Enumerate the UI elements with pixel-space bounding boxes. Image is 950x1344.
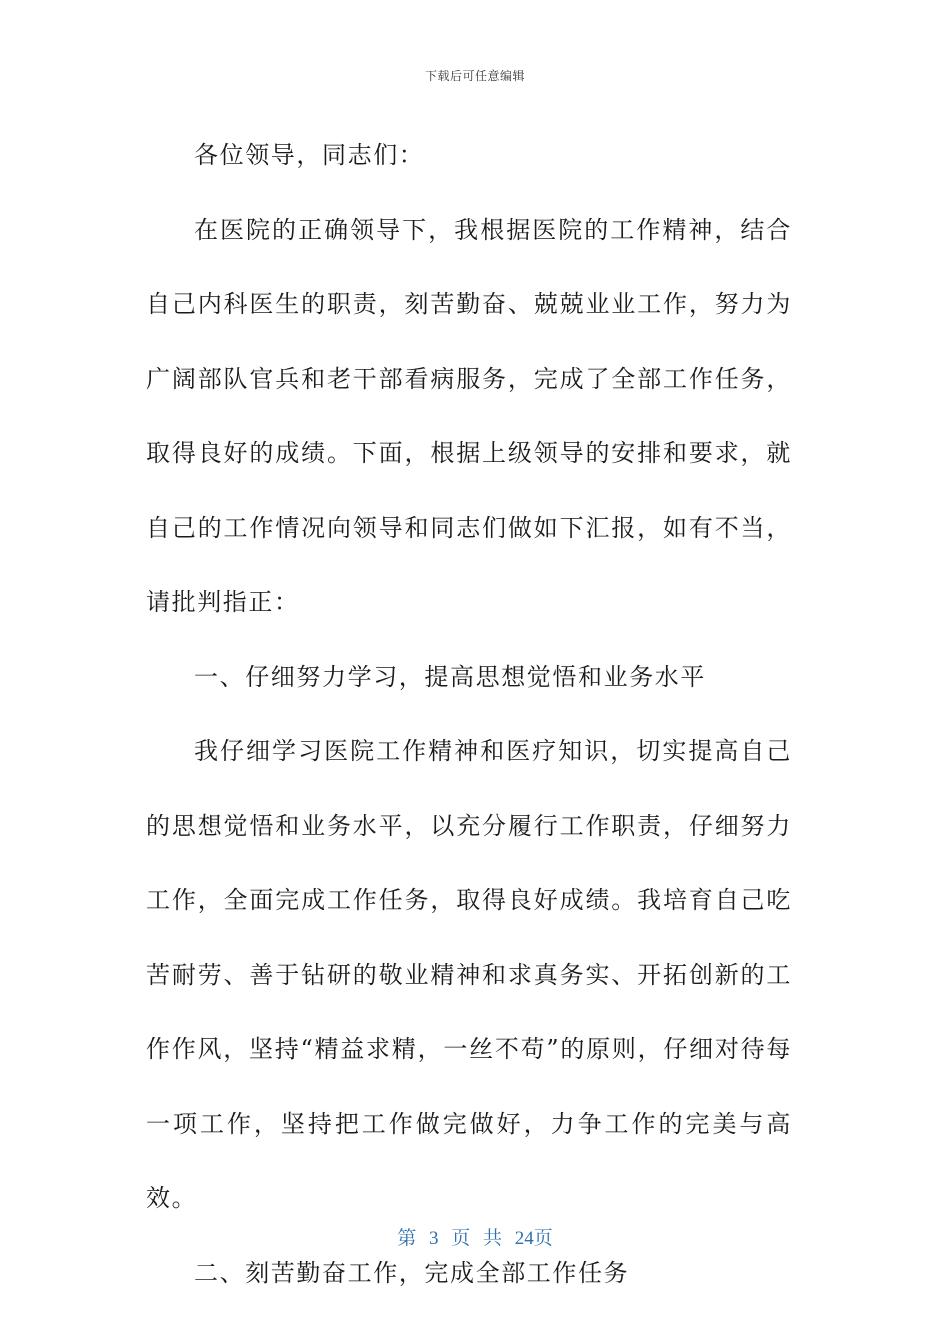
footer-label-total: 共	[483, 1228, 503, 1249]
footer-current-page: 3	[428, 1228, 439, 1249]
section-1-paragraph: 我仔细学习医院工作精神和医疗知识，切实提高自己的思想觉悟和业务水平，以充分履行工作职责，仔细努力工作，全面完成工作任务，取得良好成绩。我培育自己吃苦耐劳、善于钻研的敬业精神和求真务实、开拓创新的工作作风，坚持“精益求精，一丝不苟”的原则，仔细对待每一项工作，坚持把工作做完做好，力争工作的完美与高效。	[146, 737, 792, 1212]
salutation-paragraph: 各位领导，同志们：	[194, 141, 425, 169]
section-heading-2: 二、刻苦勤奋工作，完成全部工作任务	[194, 1258, 630, 1287]
document-body	[146, 118, 792, 1310]
footer-label-unit: 页	[451, 1228, 471, 1249]
section-heading-1: 一、仔细努力学习，提高思想觉悟和业务水平	[194, 662, 706, 691]
page-header-note: 下载后可任意编辑	[424, 69, 525, 83]
page-number-footer	[0, 1223, 950, 1250]
footer-label-page: 第	[397, 1228, 417, 1249]
intro-paragraph: 在医院的正确领导下，我根据医院的工作精神，结合自己内科医生的职责，刻苦勤奋、兢兢业业工作，努力为广阔部队官兵和老干部看病服务，完成了全部工作任务，取得良好的成绩。下面，根据上级领导的安排和要求，就自己的工作情况向领导和同志们做如下汇报，如有不当，请批判指正：	[146, 215, 792, 616]
footer-total-pages: 24页	[514, 1228, 553, 1249]
